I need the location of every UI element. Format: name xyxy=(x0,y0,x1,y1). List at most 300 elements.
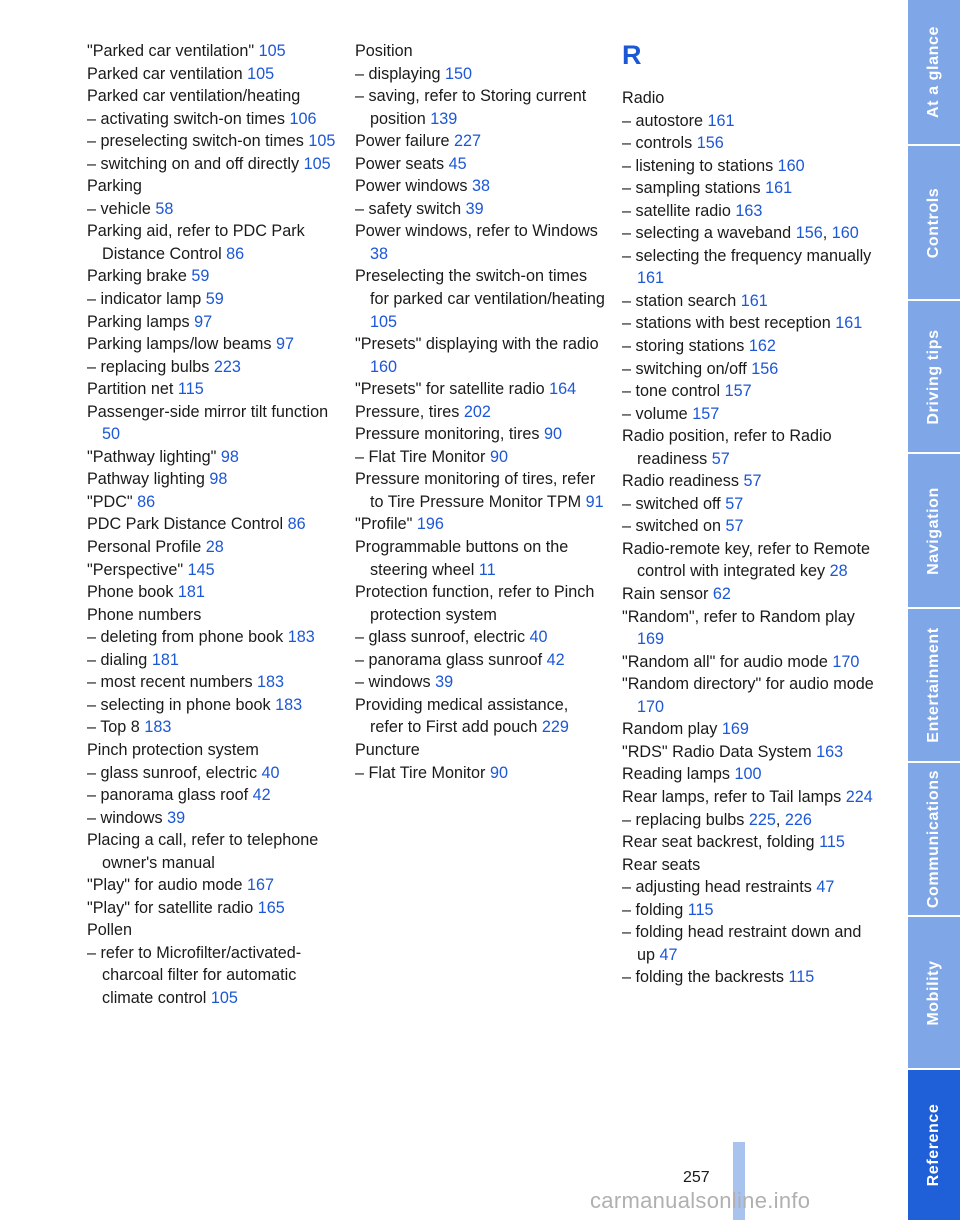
index-entry xyxy=(87,175,337,198)
page-link[interactable]: 183 xyxy=(287,628,315,647)
page-link[interactable]: 145 xyxy=(187,560,215,579)
page-link[interactable]: 161 xyxy=(765,179,793,198)
entry-text: Pressure, tires xyxy=(355,402,464,421)
entry-text: – volume xyxy=(622,404,693,423)
entry-text: – switching on/off xyxy=(622,359,752,378)
entry-text: Radio-remote key, refer to Remote control with integrated key xyxy=(622,539,871,581)
index-entry xyxy=(355,513,605,536)
entry-text: – folding the backrests xyxy=(622,968,789,987)
index-subentry xyxy=(622,245,877,290)
index-entry xyxy=(355,153,605,176)
page-link[interactable]: 100 xyxy=(734,765,762,784)
page-link[interactable]: 59 xyxy=(205,290,224,309)
index-subentry xyxy=(355,671,605,694)
index-subentry xyxy=(622,155,877,178)
entry-text: Power windows, refer to Windows xyxy=(355,222,598,241)
entry-text: – activating switch-on times xyxy=(87,109,290,128)
index-entry xyxy=(355,130,605,153)
entry-text: Parking brake xyxy=(87,267,192,286)
index-entry xyxy=(355,220,605,265)
index-entry xyxy=(87,829,337,874)
index-subentry xyxy=(87,108,337,131)
entry-text: Power failure xyxy=(355,132,454,151)
page-link[interactable]: 57 xyxy=(725,494,744,513)
index-entry xyxy=(355,739,605,762)
index-entry xyxy=(622,606,877,651)
entry-text: – tone control xyxy=(622,382,725,401)
watermark: carmanualsonline.info xyxy=(590,1188,811,1213)
entry-text: Radio xyxy=(622,89,665,107)
index-entry xyxy=(87,739,337,762)
index-subentry xyxy=(355,649,605,672)
chapter-sidebar xyxy=(908,0,960,1220)
entry-text: – indicator lamp xyxy=(87,290,206,309)
tab-reference[interactable] xyxy=(908,1070,960,1220)
index-entry xyxy=(355,581,605,626)
page-link[interactable]: 160 xyxy=(370,357,398,376)
page-link[interactable]: 40 xyxy=(529,628,548,647)
entry-text: – Top 8 xyxy=(87,718,145,737)
page-link[interactable]: 45 xyxy=(448,154,467,173)
page-link[interactable]: 115 xyxy=(687,900,714,919)
tab-at-a-glance[interactable] xyxy=(908,0,960,146)
tab-navigation[interactable] xyxy=(908,454,960,609)
tab-label: Mobility xyxy=(925,959,942,1026)
index-subentry xyxy=(87,762,337,785)
page-link[interactable]: 181 xyxy=(177,583,205,602)
index-entry xyxy=(87,919,337,942)
tab-label: Controls xyxy=(925,187,942,258)
entry-text: "Play" for satellite radio xyxy=(87,898,258,917)
index-subentry xyxy=(622,380,877,403)
index-entry xyxy=(87,85,337,108)
page-link[interactable]: 161 xyxy=(707,111,735,130)
index-entry xyxy=(87,468,337,491)
entry-text: Reading lamps xyxy=(622,765,735,784)
index-entry xyxy=(87,401,337,446)
index-entry xyxy=(87,63,337,86)
entry-text: – preselecting switch-on times xyxy=(87,132,309,151)
index-entry xyxy=(622,831,877,854)
page-link[interactable]: 169 xyxy=(721,720,749,739)
index-subentry xyxy=(87,356,337,379)
index-subentry xyxy=(87,626,337,649)
tab-mobility[interactable] xyxy=(908,917,960,1070)
entry-text: Parking lamps/low beams xyxy=(87,335,276,354)
index-subentry xyxy=(355,762,605,785)
index-entry xyxy=(87,581,337,604)
page-link[interactable]: 139 xyxy=(430,109,458,128)
entry-text: – saving, refer to Storing current position xyxy=(355,87,587,128)
page-link[interactable]: 163 xyxy=(816,742,844,761)
page-link[interactable]: 156 xyxy=(696,134,724,153)
entry-text: Preselecting the switch-on times for parked car ventilation/heating xyxy=(355,267,605,309)
entry-text: Programmable buttons on the steering wheel xyxy=(355,538,569,579)
entry-text: – displaying xyxy=(355,64,445,83)
entry-text: Rear seat backrest, folding xyxy=(622,833,820,852)
entry-text: Puncture xyxy=(355,740,420,759)
section-letter: R xyxy=(622,40,642,70)
page-link[interactable]: 38 xyxy=(471,177,490,196)
tab-communications[interactable] xyxy=(908,763,960,917)
page-link[interactable]: 90 xyxy=(489,763,508,782)
index-subentry xyxy=(622,921,877,966)
index-subentry xyxy=(622,110,877,133)
tab-label: Driving tips xyxy=(925,328,942,425)
index-entry xyxy=(87,897,337,920)
entry-text: – safety switch xyxy=(355,199,466,218)
page-link[interactable]: 224 xyxy=(845,787,873,806)
entry-text: – windows xyxy=(355,673,436,692)
entry-text: Pinch protection system xyxy=(87,740,259,759)
page-link[interactable]: 106 xyxy=(289,109,317,128)
index-entry xyxy=(87,265,337,288)
entry-text: Position xyxy=(355,42,413,60)
page-link[interactable]: 42 xyxy=(252,786,271,805)
index-entry xyxy=(355,423,605,446)
index-entry xyxy=(622,718,877,741)
index-entry xyxy=(87,559,337,582)
entry-text: Rain sensor xyxy=(622,585,713,604)
page-link[interactable]: 150 xyxy=(445,64,473,83)
page-link[interactable]: 28 xyxy=(205,538,224,557)
entry-text: Placing a call, refer to telephone owner's manual xyxy=(87,831,319,872)
page-link[interactable]: 161 xyxy=(740,291,768,310)
page-link[interactable]: 28 xyxy=(829,562,848,581)
index-entry xyxy=(87,874,337,897)
index-subentry xyxy=(622,132,877,155)
page-link[interactable]: 183 xyxy=(144,718,172,737)
page-link[interactable]: 105 xyxy=(303,154,331,173)
index-entry xyxy=(622,673,877,718)
index-entry xyxy=(355,468,605,513)
index-subentry xyxy=(622,966,877,989)
index-entry xyxy=(622,583,877,606)
index-subentry xyxy=(622,312,877,335)
page-link[interactable]: 90 xyxy=(489,447,508,466)
index-subentry: – selecting a waveband 156, 160 xyxy=(622,224,859,243)
index-entry xyxy=(355,694,605,739)
entry-text: – selecting a waveband xyxy=(622,224,796,243)
page-link[interactable]: 161 xyxy=(637,269,665,288)
index-subentry xyxy=(622,200,877,223)
page-link[interactable]: 165 xyxy=(257,898,285,917)
page-link[interactable]: 181 xyxy=(151,650,179,669)
page-link[interactable]: 50 xyxy=(102,425,121,444)
page-link[interactable]: 229 xyxy=(541,718,569,737)
entry-text: "RDS" Radio Data System xyxy=(622,742,817,761)
page-link[interactable]: 11 xyxy=(478,560,496,579)
page-link[interactable]: 183 xyxy=(257,673,285,692)
tab-label: Navigation xyxy=(925,486,942,575)
entry-text: Phone book xyxy=(87,583,178,602)
entry-text: – windows xyxy=(87,808,168,827)
page-link[interactable]: 59 xyxy=(191,267,210,286)
page-link[interactable]: 97 xyxy=(194,312,213,331)
page-link[interactable]: 169 xyxy=(637,630,665,649)
index-subentry xyxy=(622,403,877,426)
index-subentry xyxy=(87,671,337,694)
page-link[interactable]: 161 xyxy=(835,314,863,333)
page-link[interactable]: 115 xyxy=(788,968,815,987)
index-entry xyxy=(355,40,605,63)
index-entry xyxy=(87,491,337,514)
index-subentry xyxy=(622,493,877,516)
page-link[interactable]: 156 xyxy=(795,224,823,243)
entry-text: – selecting in phone book xyxy=(87,695,276,714)
page-link[interactable]: 105 xyxy=(370,312,398,331)
entry-text: "Perspective" xyxy=(87,560,188,579)
entry-text: Pollen xyxy=(87,921,132,940)
entry-text: "Play" for audio mode xyxy=(87,876,247,895)
entry-text: – Flat Tire Monitor xyxy=(355,763,490,782)
entry-text: – deleting from phone book xyxy=(87,628,288,647)
index-entry xyxy=(355,333,605,378)
entry-text: "Profile" xyxy=(355,515,417,534)
index-entry xyxy=(622,87,877,110)
index-subentry xyxy=(355,626,605,649)
entry-text: "Random all" for audio mode xyxy=(622,652,833,671)
index-subentry xyxy=(87,784,337,807)
entry-text: – panorama glass sunroof xyxy=(355,650,547,669)
entry-text: – controls xyxy=(622,134,697,153)
page-link[interactable]: 202 xyxy=(463,402,491,421)
entry-text: Radio readiness xyxy=(622,472,744,491)
page-link[interactable]: 156 xyxy=(751,359,779,378)
entry-text: – Flat Tire Monitor xyxy=(355,447,490,466)
page-link[interactable]: 86 xyxy=(226,244,245,263)
index-column-1 xyxy=(87,40,337,1010)
index-entry xyxy=(87,513,337,536)
entry-text: Parking xyxy=(87,177,142,196)
tab-entertainment[interactable] xyxy=(908,609,960,763)
entry-text: – most recent numbers xyxy=(87,673,258,692)
entry-text: Protection function, refer to Pinch protection system xyxy=(355,583,595,624)
tab-controls[interactable] xyxy=(908,146,960,301)
index-entry xyxy=(87,311,337,334)
page-link[interactable]: 115 xyxy=(177,380,204,399)
page-number: 257 xyxy=(683,1169,710,1186)
entry-text: Partition net xyxy=(87,380,178,399)
index-column-3 xyxy=(622,40,877,989)
entry-text: – glass sunroof, electric xyxy=(87,763,262,782)
page-link[interactable]: 91 xyxy=(585,492,604,511)
entry-text: – panorama glass roof xyxy=(87,786,253,805)
index-subentry xyxy=(355,63,605,86)
entry-text: – dialing xyxy=(87,650,152,669)
entry-text: – folding xyxy=(622,900,688,919)
page-link[interactable]: 157 xyxy=(692,404,720,423)
entry-text: "Parked car ventilation" xyxy=(87,42,259,60)
index-entry xyxy=(87,40,337,63)
index-subentry xyxy=(87,694,337,717)
entry-text: – sampling stations xyxy=(622,179,766,198)
page-link[interactable]: 105 xyxy=(210,988,238,1007)
index-entry xyxy=(355,175,605,198)
index-entry xyxy=(87,446,337,469)
index-entry xyxy=(622,470,877,493)
entry-text: – station search xyxy=(622,291,741,310)
entry-text: – replacing bulbs xyxy=(87,357,214,376)
entry-text: "Presets" for satellite radio xyxy=(355,380,550,399)
page-link[interactable]: 170 xyxy=(832,652,860,671)
entry-text: Pressure monitoring, tires xyxy=(355,425,544,444)
index-subentry xyxy=(87,649,337,672)
page-link[interactable]: 90 xyxy=(543,425,562,444)
entry-text: "Random", refer to Random play xyxy=(622,607,855,626)
index-subentry xyxy=(622,358,877,381)
index-subentry xyxy=(87,807,337,830)
index-entry xyxy=(355,401,605,424)
entry-text: – glass sunroof, electric xyxy=(355,628,530,647)
page-link[interactable]: 183 xyxy=(275,695,303,714)
entry-text: PDC Park Distance Control xyxy=(87,515,288,534)
page-link[interactable]: 57 xyxy=(725,517,744,536)
index-subentry xyxy=(355,446,605,469)
page-link[interactable]: 42 xyxy=(546,650,565,669)
index-subentry xyxy=(622,515,877,538)
page-link[interactable]: 57 xyxy=(711,449,730,468)
page-link[interactable]: 57 xyxy=(743,472,762,491)
index-entry xyxy=(622,538,877,583)
entry-text: Passenger-side mirror tilt function xyxy=(87,402,329,421)
index-entry xyxy=(355,378,605,401)
entry-text: "Random directory" for audio mode xyxy=(622,675,874,694)
page-link[interactable]: 157 xyxy=(724,382,752,401)
page-link[interactable]: 226 xyxy=(784,810,812,829)
page-link[interactable]: 115 xyxy=(819,833,845,852)
tab-label: At a glance xyxy=(925,26,942,118)
entry-text: Personal Profile xyxy=(87,538,206,557)
entry-text: – selecting the frequency manually xyxy=(622,246,872,265)
entry-text: Power seats xyxy=(355,154,449,173)
entry-text: "PDC" xyxy=(87,492,138,511)
index-entry xyxy=(87,220,337,265)
entry-text: Parked car ventilation xyxy=(87,64,248,83)
entry-text: – switched off xyxy=(622,494,726,513)
page-link[interactable]: 105 xyxy=(258,42,286,60)
index-entry xyxy=(622,763,877,786)
index-subentry: – replacing bulbs 225, 226 xyxy=(622,810,812,829)
entry-text: Random play xyxy=(622,720,722,739)
entry-text: Power windows xyxy=(355,177,472,196)
page-link[interactable]: 86 xyxy=(137,492,156,511)
page-link[interactable]: 58 xyxy=(155,199,174,218)
page-link[interactable]: 98 xyxy=(209,470,228,489)
index-entry xyxy=(87,604,337,627)
entry-text: – satellite radio xyxy=(622,201,736,220)
page-link[interactable]: 167 xyxy=(246,876,274,895)
entry-text: – replacing bulbs xyxy=(622,810,749,829)
index-entry xyxy=(355,536,605,581)
page-link[interactable]: 196 xyxy=(416,515,444,534)
tab-label: Communications xyxy=(925,769,942,909)
entry-text: Rear seats xyxy=(622,855,701,874)
index-entry xyxy=(622,854,877,877)
tab-label: Entertainment xyxy=(925,627,942,743)
entry-text: – refer to Microfilter/activated-charcoal filter for automatic climate control xyxy=(87,943,302,1007)
page-link[interactable]: 164 xyxy=(549,380,577,399)
index-subentry xyxy=(355,85,605,130)
index-entry xyxy=(622,651,877,674)
index-column-2 xyxy=(355,40,605,784)
page-link[interactable]: 38 xyxy=(370,244,389,263)
entry-text: – switched on xyxy=(622,517,726,536)
index-subentry xyxy=(622,899,877,922)
entry-text: Pathway lighting xyxy=(87,470,210,489)
entry-text: "Presets" displaying with the radio xyxy=(355,335,599,354)
entry-text: Rear lamps, refer to Tail lamps xyxy=(622,787,846,806)
index-subentry xyxy=(87,942,337,1010)
page-link[interactable]: 39 xyxy=(435,673,454,692)
index-subentry xyxy=(622,876,877,899)
index-subentry xyxy=(622,177,877,200)
entry-text: – autostore xyxy=(622,111,708,130)
page-link[interactable]: 62 xyxy=(712,585,731,604)
tab-label: Reference xyxy=(925,1103,942,1187)
page-link[interactable]: 105 xyxy=(247,64,275,83)
entry-text: – vehicle xyxy=(87,199,156,218)
page-link[interactable]: 39 xyxy=(167,808,186,827)
index-subentry xyxy=(87,716,337,739)
page-link[interactable]: 47 xyxy=(659,945,678,964)
index-subentry xyxy=(87,130,337,153)
page-link[interactable]: 170 xyxy=(637,697,665,716)
page-link[interactable]: 160 xyxy=(831,224,859,243)
entry-text: – folding head restraint down and up xyxy=(622,923,862,964)
page-link[interactable]: 225 xyxy=(748,810,776,829)
index-entry xyxy=(87,378,337,401)
entry-text: – stations with best reception xyxy=(622,314,836,333)
index-subentry xyxy=(622,335,877,358)
index-subentry xyxy=(87,198,337,221)
page-link[interactable]: 105 xyxy=(308,132,336,151)
entry-text: – listening to stations xyxy=(622,156,778,175)
page-link[interactable]: 98 xyxy=(220,447,239,466)
entry-text: Pressure monitoring of tires, refer to Tire Pressure Monitor TPM xyxy=(355,470,596,511)
index-entry xyxy=(87,333,337,356)
entry-text: "Pathway lighting" xyxy=(87,447,221,466)
entry-text: Parking lamps xyxy=(87,312,195,331)
entry-text: Providing medical assistance, refer to First add pouch xyxy=(355,695,569,737)
index-entry xyxy=(355,265,605,333)
entry-text: Phone numbers xyxy=(87,605,202,624)
index-entry xyxy=(622,425,877,470)
index-subentry xyxy=(87,288,337,311)
entry-text: – storing stations xyxy=(622,337,749,356)
index-entry xyxy=(622,786,877,809)
entry-text: Parked car ventilation/heating xyxy=(87,87,301,106)
index-subentry xyxy=(622,290,877,313)
page-link[interactable]: 47 xyxy=(816,878,835,897)
index-subentry xyxy=(87,153,337,176)
page-link[interactable]: 40 xyxy=(261,763,280,782)
entry-text: – switching on and off directly xyxy=(87,154,304,173)
page-link[interactable]: 162 xyxy=(748,337,776,356)
tab-driving-tips[interactable] xyxy=(908,301,960,454)
page-link[interactable]: 86 xyxy=(287,515,306,534)
page-link[interactable]: 39 xyxy=(465,199,484,218)
entry-text: Radio position, refer to Radio readiness xyxy=(622,427,832,468)
index-entry xyxy=(622,741,877,764)
index-subentry xyxy=(355,198,605,221)
page-link[interactable]: 97 xyxy=(275,335,294,354)
page-link[interactable]: 227 xyxy=(453,132,481,151)
page-link[interactable]: 223 xyxy=(213,357,241,376)
page-link[interactable]: 163 xyxy=(735,201,763,220)
entry-text: – adjusting head restraints xyxy=(622,878,817,897)
page-link[interactable]: 160 xyxy=(777,156,805,175)
